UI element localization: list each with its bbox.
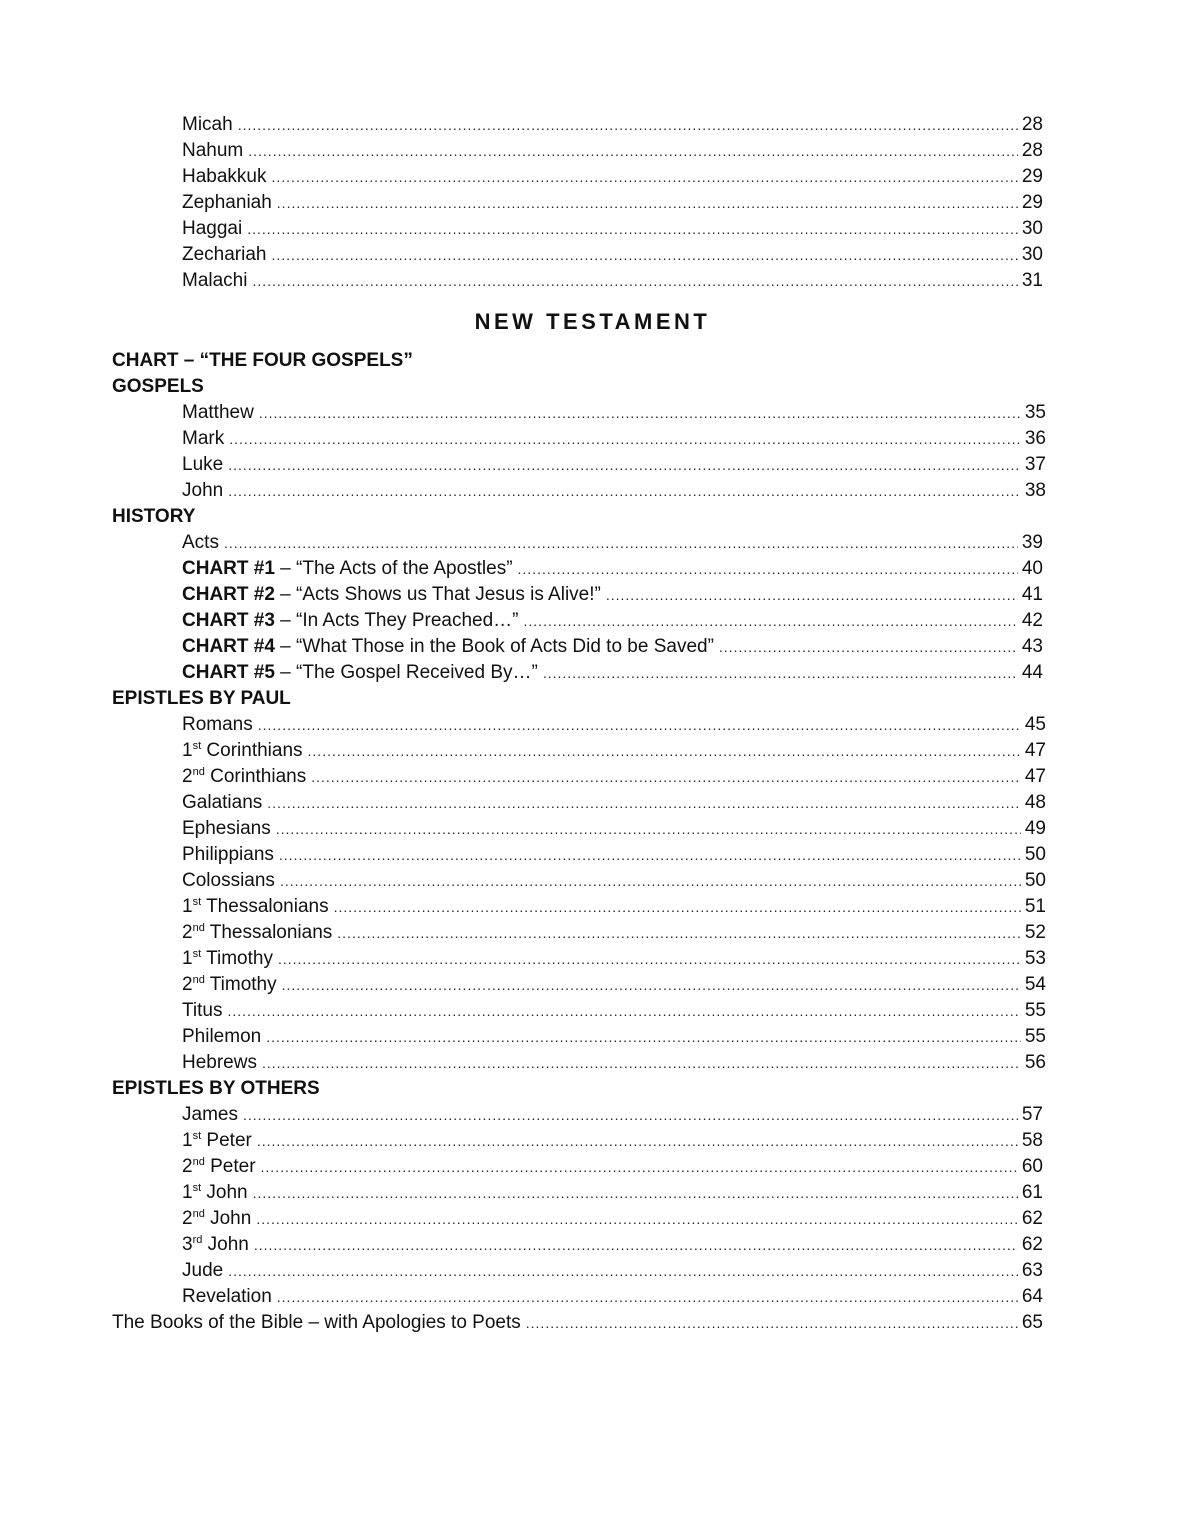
page-number: 45 — [1024, 714, 1046, 735]
dot-leader — [272, 164, 1018, 190]
entry-title: 2nd Thessalonians — [182, 922, 333, 943]
entry-title — [182, 608, 519, 634]
dot-leader — [228, 1258, 1018, 1284]
page-number: 29 — [1021, 192, 1043, 213]
page-number: 61 — [1021, 1182, 1043, 1203]
entry-title: Philippians — [182, 844, 274, 865]
chart-title: – “The Acts of the Apostles” — [274, 558, 513, 579]
entry-title: James — [182, 1104, 238, 1125]
dot-leader — [254, 1232, 1018, 1258]
toc-entry-galatians — [112, 790, 1046, 816]
epistles-by-paul-heading: EPISTLES BY PAUL — [112, 688, 291, 709]
entry-title: Malachi — [182, 270, 248, 291]
toc-entry-philippians — [112, 842, 1046, 868]
page-number: 55 — [1024, 1026, 1046, 1047]
dot-leader — [606, 582, 1018, 608]
section-title: NEW TESTAMENT — [474, 309, 711, 334]
toc-entry-chart-2 — [112, 582, 1043, 608]
toc-entry-acts — [112, 530, 1043, 556]
toc-entry-2-peter — [112, 1154, 1043, 1180]
dot-leader — [224, 530, 1018, 556]
page-number: 36 — [1024, 428, 1046, 449]
page-number: 62 — [1021, 1234, 1043, 1255]
toc-entry-chart-3 — [112, 608, 1043, 634]
dot-leader — [259, 400, 1021, 426]
entry-title: 1st Peter — [182, 1130, 252, 1151]
chart-number: CHART #1 — [182, 558, 275, 579]
chart-title: – “The Gospel Received By…” — [274, 662, 538, 683]
dot-leader — [258, 712, 1021, 738]
page-number: 30 — [1021, 218, 1043, 239]
dot-leader — [247, 216, 1018, 242]
page-number: 56 — [1024, 1052, 1046, 1073]
toc-entry-zephaniah — [112, 190, 1043, 216]
page-number: 42 — [1021, 610, 1043, 631]
dot-leader — [311, 764, 1021, 790]
page-number: 40 — [1021, 558, 1043, 579]
dot-leader — [238, 112, 1018, 138]
page-number: 48 — [1024, 792, 1046, 813]
page-number: 39 — [1021, 532, 1043, 553]
entry-title: Micah — [182, 114, 233, 135]
dot-leader — [228, 478, 1021, 504]
dot-leader — [243, 1102, 1018, 1128]
toc-entry-matthew — [112, 400, 1046, 426]
toc-entry-revelation — [112, 1284, 1043, 1310]
page-number: 38 — [1024, 480, 1046, 501]
entry-title: Jude — [182, 1260, 224, 1281]
dot-leader — [267, 790, 1021, 816]
dot-leader — [253, 1180, 1018, 1206]
dot-leader — [257, 1128, 1018, 1154]
toc-entry-mark — [112, 426, 1046, 452]
page-number: 49 — [1024, 818, 1046, 839]
entry-title — [182, 582, 601, 608]
page-number: 60 — [1021, 1156, 1043, 1177]
entry-title — [182, 660, 538, 686]
entry-title: 1st John — [182, 1182, 248, 1203]
entry-title: Ephesians — [182, 818, 271, 839]
entry-title: Romans — [182, 714, 253, 735]
table-of-contents — [112, 112, 1046, 1336]
page-number: 31 — [1021, 270, 1043, 291]
toc-entry-hebrews — [112, 1050, 1046, 1076]
entry-title: Zephaniah — [182, 192, 272, 213]
dot-leader — [229, 426, 1021, 452]
toc-entry-luke — [112, 452, 1046, 478]
entry-title: John — [182, 480, 224, 501]
toc-entry-james — [112, 1102, 1043, 1128]
toc-entry-malachi — [112, 268, 1043, 294]
toc-entry-ephesians — [112, 816, 1046, 842]
page-number: 53 — [1024, 948, 1046, 969]
toc-entry-1-john — [112, 1180, 1043, 1206]
dot-leader — [277, 190, 1018, 216]
entry-title: 2nd Timothy — [182, 974, 277, 995]
dot-leader — [526, 1310, 1018, 1336]
toc-entry-john — [112, 478, 1046, 504]
page-number: 29 — [1021, 166, 1043, 187]
epistles-by-others-heading: EPISTLES BY OTHERS — [112, 1078, 320, 1099]
entry-title: Zechariah — [182, 244, 267, 265]
toc-entry-2-timothy — [112, 972, 1046, 998]
page-number: 58 — [1021, 1130, 1043, 1151]
entry-title: Revelation — [182, 1286, 272, 1307]
entry-title — [182, 634, 714, 660]
toc-entry-romans — [112, 712, 1046, 738]
page-number: 41 — [1021, 584, 1043, 605]
page-number: 35 — [1024, 402, 1046, 423]
toc-entry-titus — [112, 998, 1046, 1024]
entry-title: Colossians — [182, 870, 275, 891]
toc-entry-zechariah — [112, 242, 1043, 268]
dot-leader — [334, 894, 1021, 920]
page-number: 51 — [1024, 896, 1046, 917]
dot-leader — [277, 1284, 1018, 1310]
page-number: 50 — [1024, 870, 1046, 891]
entry-title: Mark — [182, 428, 225, 449]
toc-entry-philemon — [112, 1024, 1046, 1050]
dot-leader — [248, 138, 1018, 164]
page-number: 52 — [1024, 922, 1046, 943]
page-number: 63 — [1021, 1260, 1043, 1281]
toc-entry-1-peter — [112, 1128, 1043, 1154]
dot-leader — [266, 1024, 1021, 1050]
dot-leader — [252, 268, 1017, 294]
entry-title: 1st Corinthians — [182, 740, 303, 761]
history-heading: HISTORY — [112, 506, 196, 527]
toc-entry-jude — [112, 1258, 1043, 1284]
chart-number: CHART #5 — [182, 662, 275, 683]
dot-leader — [256, 1206, 1018, 1232]
dot-leader — [282, 972, 1021, 998]
page-number: 28 — [1021, 140, 1043, 161]
toc-entry-colossians — [112, 868, 1046, 894]
page-number: 37 — [1024, 454, 1046, 475]
gospels-heading: GOSPELS — [112, 376, 204, 397]
dot-leader — [280, 868, 1021, 894]
dot-leader — [227, 998, 1020, 1024]
page-number: 50 — [1024, 844, 1046, 865]
toc-entry-1-timothy — [112, 946, 1046, 972]
entry-title: Galatians — [182, 792, 263, 813]
entry-title: Matthew — [182, 402, 254, 423]
entry-title: The Books of the Bible – with Apologies to Poets — [112, 1312, 521, 1333]
entry-title: 2nd John — [182, 1208, 252, 1229]
entry-title: Acts — [182, 532, 219, 553]
dot-leader — [337, 920, 1021, 946]
toc-entry-1-corinthians — [112, 738, 1046, 764]
toc-entry-habakkuk — [112, 164, 1043, 190]
entry-title: 1st Timothy — [182, 948, 273, 969]
dot-leader — [272, 242, 1018, 268]
entry-title: 2nd Peter — [182, 1156, 256, 1177]
toc-entry-3-john — [112, 1232, 1043, 1258]
dot-leader — [524, 608, 1018, 634]
entry-title: Philemon — [182, 1026, 262, 1047]
toc-entry-2-thessalonians — [112, 920, 1046, 946]
toc-entry-chart-5 — [112, 660, 1043, 686]
chart-number: CHART #4 — [182, 636, 275, 657]
entry-title: Haggai — [182, 218, 243, 239]
dot-leader — [719, 634, 1018, 660]
entry-title: Habakkuk — [182, 166, 267, 187]
page-number: 28 — [1021, 114, 1043, 135]
entry-title: Nahum — [182, 140, 244, 161]
toc-entry-chart-1 — [112, 556, 1043, 582]
entry-title — [182, 556, 513, 582]
entry-title: Luke — [182, 454, 224, 475]
toc-entry-apologies-to-poets — [112, 1310, 1043, 1336]
page-number: 65 — [1021, 1312, 1043, 1333]
toc-entry-nahum — [112, 138, 1043, 164]
chart-title: – “Acts Shows us That Jesus is Alive!” — [274, 584, 601, 605]
toc-entry-micah — [112, 112, 1043, 138]
page-number: 30 — [1021, 244, 1043, 265]
toc-entry-2-corinthians — [112, 764, 1046, 790]
dot-leader — [261, 1154, 1018, 1180]
toc-entry-chart-4 — [112, 634, 1043, 660]
page-number: 43 — [1021, 636, 1043, 657]
dot-leader — [228, 452, 1021, 478]
entry-title: 2nd Corinthians — [182, 766, 307, 787]
dot-leader — [276, 816, 1021, 842]
dot-leader — [308, 738, 1021, 764]
dot-leader — [543, 660, 1018, 686]
toc-entry-1-thessalonians — [112, 894, 1046, 920]
toc-entry-haggai — [112, 216, 1043, 242]
entry-title: 1st Thessalonians — [182, 896, 329, 917]
page-number: 47 — [1024, 766, 1046, 787]
chart-title: – “What Those in the Book of Acts Did to be Saved” — [274, 636, 714, 657]
chart-title: – “In Acts They Preached…” — [274, 610, 519, 631]
page-number: 57 — [1021, 1104, 1043, 1125]
entry-title: Titus — [182, 1000, 223, 1021]
dot-leader — [278, 946, 1021, 972]
page-number: 62 — [1021, 1208, 1043, 1229]
page-number: 54 — [1024, 974, 1046, 995]
dot-leader — [279, 842, 1021, 868]
page-number: 47 — [1024, 740, 1046, 761]
toc-entry-2-john — [112, 1206, 1043, 1232]
page-number: 64 — [1021, 1286, 1043, 1307]
entry-title: 3rd John — [182, 1234, 249, 1255]
dot-leader — [262, 1050, 1021, 1076]
page-number: 44 — [1021, 662, 1043, 683]
page-number: 55 — [1024, 1000, 1046, 1021]
chart-number: CHART #2 — [182, 584, 275, 605]
chart-four-gospels-heading: CHART – “THE FOUR GOSPELS” — [112, 350, 413, 371]
chart-number: CHART #3 — [182, 610, 275, 631]
entry-title: Hebrews — [182, 1052, 257, 1073]
dot-leader — [518, 556, 1018, 582]
